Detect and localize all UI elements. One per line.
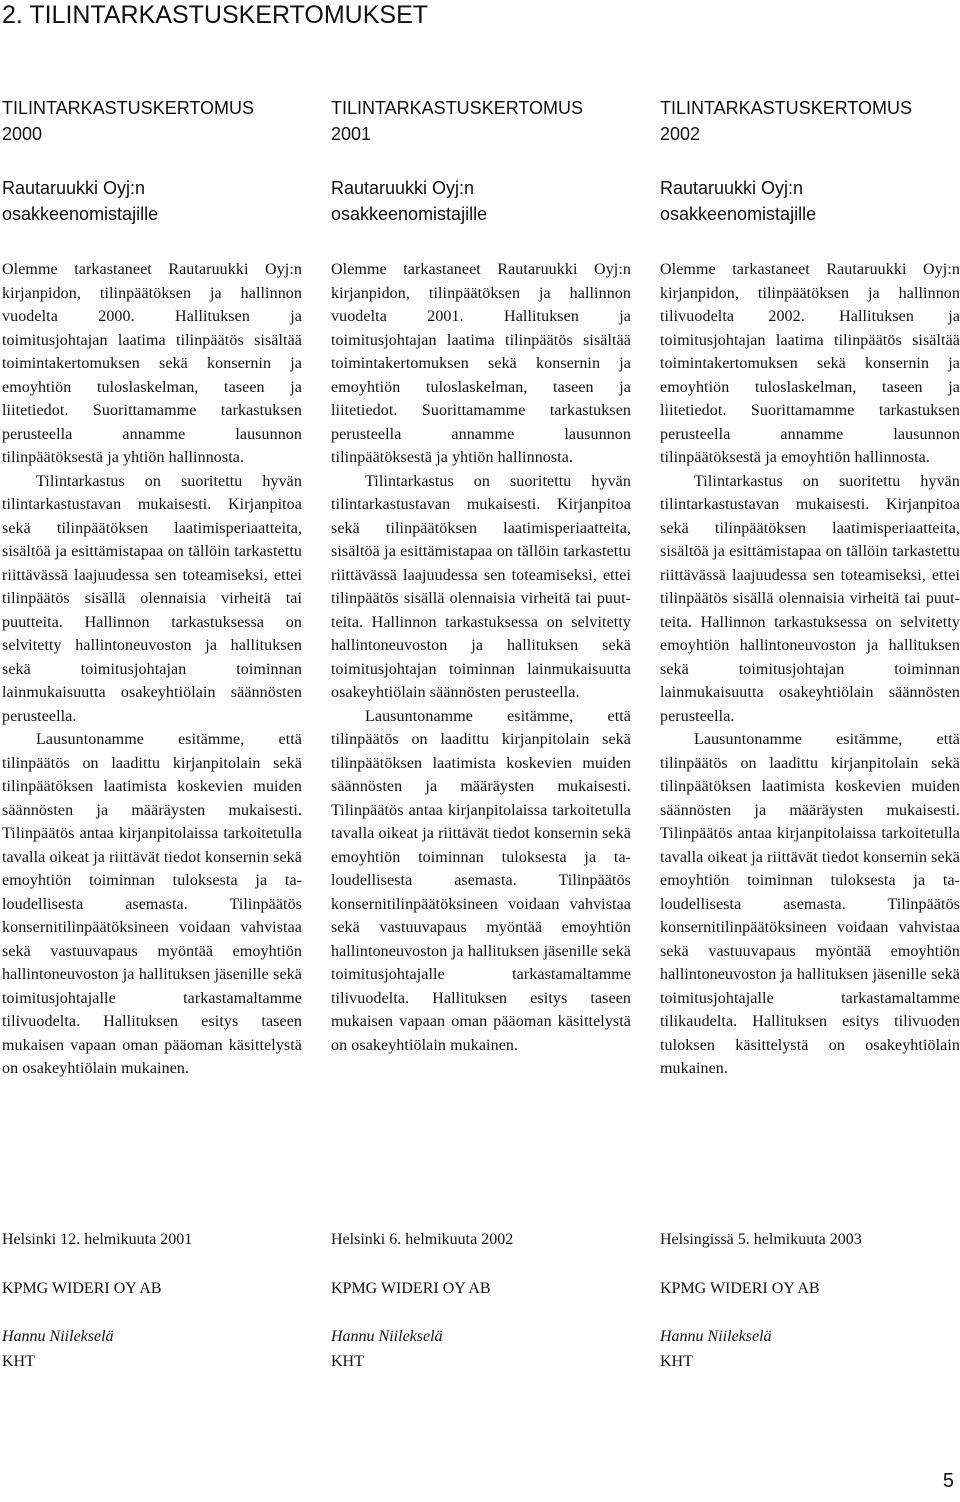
report-body xyxy=(660,258,960,1081)
report-column-2002 xyxy=(660,95,960,1081)
signature-date: Helsinki 12. helmikuuta 2001 xyxy=(2,1231,193,1248)
addressee xyxy=(2,175,302,258)
paragraph-audit: Tilintarkastus on suoritettu hyvän tilintarkastustavan mukaisesti. Kirjanpitoa sekä tilinpäätöksen laatimisperiaatteita, sisältöä ja esittämistapaa on tällöin tarkastettu riittävässä laajuudessa sen toteamiseksi, ettei tilinpäätös sisällä olennaisia virheitä tai puutteita. Hallinnon tarkastuksessa on selvitetty hallintoneuvoston ja hallituksen sekä toimitusjohtajan toiminnan lainmukaisuutta osakeyhtiölain säännösten perusteella. xyxy=(2,472,302,725)
paragraph-scope: Olemme tarkastaneet Rautaruukki Oyj:n kirjanpidon, tilinpäätöksen ja hallinnon vuodelta 2000. Hallituksen ja toimitusjohtajan laatima tilinpäätös sisältää toimintakertomuksen sekä konsernin ja emoyhtiön tuloslaskelman, taseen ja liitetiedot. Suorittamamme tarkastuksen perusteella annamme lausunnon tilinpäätöksestä ja yhtiön hallinnosta. xyxy=(2,261,302,466)
auditor-qualification: KHT xyxy=(2,1353,35,1370)
auditor-qualification: KHT xyxy=(331,1353,364,1370)
signature-date: Helsingissä 5. helmikuuta 2003 xyxy=(660,1231,862,1248)
addressee-company: Rautaruukki Oyj:n xyxy=(2,178,146,198)
paragraph-scope: Olemme tarkastaneet Rautaruukki Oyj:n kirjanpidon, tilinpäätöksen ja hallinnon vuodelta 2001. Hallituksen ja toimitusjohtajan laatima tilinpäätös sisältää toimintakertomuksen sekä konsernin ja emoyhtiön tuloslaskelman, taseen ja liitetiedot. Suorittamamme tarkastuksen perusteella annamme lausunnon tilinpäätöksestä ja yhtiön hallinnosta. xyxy=(331,261,631,466)
report-heading-year: 2002 xyxy=(660,124,701,144)
report-column-2001 xyxy=(331,95,631,1057)
auditor-name: Hannu Niilekselä xyxy=(660,1328,772,1345)
paragraph-opinion: Lausuntonamme esitämme, että tilinpäätös on laadittu kirjanpitolain sekä tilinpäätöksen laatimista koskevien muiden säännösten ja määräysten mukaisesti. Tilinpäätös antaa kirjanpitolaissa tarkoitetulla tavalla oikeat ja riittävät tiedot konsernin sekä emoyhtiön toiminnan tuloksesta ja taloudellisesta asemasta. Tilinpäätös konsernitilinpäätöksineen voidaan vahvistaa sekä vastuuvapaus myöntää emoyhtiön hallintoneuvoston ja hallituksen jäsenille sekä toimitusjohtajalle tarkastamaltamme tilivuodelta. Hallituksen esitys taseen mukaisen vapaan oman pääoman käsittelystä on osakeyhtiölain mukainen. xyxy=(2,731,302,1077)
addressee xyxy=(331,175,631,258)
addressee-company: Rautaruukki Oyj:n xyxy=(331,178,475,198)
report-heading xyxy=(660,95,960,175)
auditor-name: Hannu Niilekselä xyxy=(2,1328,114,1345)
report-heading-title: TILINTARKASTUSKERTOMUS xyxy=(331,98,584,118)
addressee-company: Rautaruukki Oyj:n xyxy=(660,178,804,198)
audit-firm: KPMG WIDERI OY AB xyxy=(2,1280,162,1297)
paragraph-opinion: Lausuntonamme esitämme, että tilinpäätös on laadittu kirjanpitolain sekä tilinpäätöksen laatimista koskevien muiden säännösten ja määräysten mukaisesti. Tilinpäätös antaa kirjanpitolaissa tarkoitetulla tavalla oikeat ja riittävät tiedot konsernin sekä emoyhtiön toiminnan tuloksesta ja taloudellisesta asemasta. Tilinpäätös konsernitilinpäätöksineen voidaan vahvistaa sekä vastuuvapaus myöntää emoyhtiön hallintoneuvoston ja hallituksen jäsenille sekä toimitusjohtajalle tarkastamaltamme tilivuodelta. Hallituksen esitys taseen mukaisen vapaan oman pääoman käsittelystä on osakeyhtiölain mukainen. xyxy=(331,707,631,1054)
report-heading-year: 2001 xyxy=(331,124,372,144)
paragraph-opinion: Lausuntonamme esitämme, että tilinpäätös on laadittu kirjanpitolain sekä tilinpäätöksen laatimista koskevien muiden säännösten ja määräysten mukaisesti. Tilinpäätös antaa kirjanpitolaissa tarkoitetulla tavalla oikeat ja riittävät tiedot konsernin sekä emoyhtiön toiminnan tuloksesta ja taloudellisesta asemasta. Tilinpäätös konsernitilinpäätöksineen voidaan vahvistaa sekä vastuuvapaus myöntää emoyhtiön hallintoneuvoston ja hallituksen jäsenille sekä toimitusjohtajalle tarkastamaltamme tilikaudelta. Hallituksen esitys tilivuoden tuloksen käsittelystä on osakeyhtiölain mukainen. xyxy=(660,731,960,1077)
report-heading xyxy=(2,95,302,175)
addressee-recipients: osakkeenomistajille xyxy=(2,204,159,224)
audit-firm: KPMG WIDERI OY AB xyxy=(660,1280,820,1297)
report-heading-title: TILINTARKASTUSKERTOMUS xyxy=(2,98,255,118)
report-heading-year: 2000 xyxy=(2,124,43,144)
signature-date: Helsinki 6. helmikuuta 2002 xyxy=(331,1231,514,1248)
report-column-2000 xyxy=(2,95,302,1081)
addressee xyxy=(660,175,960,258)
report-body xyxy=(331,258,631,1057)
paragraph-audit: Tilintarkastus on suoritettu hyvän tilintarkastustavan mukaisesti. Kirjanpitoa sekä tilinpäätöksen laatimisperiaatteita, sisältöä ja esittämistapaa on tällöin tarkastettu riittävässä laajuudessa sen toteamiseksi, ettei tilinpäätös sisällä olennaisia virheitä tai puutteita. Hallinnon tarkastuksessa on selvitetty emoyhtiön hallintoneuvoston ja hallituksen sekä toimitusjohtajan toiminnan lainmukaisuutta osakeyhtiölain säännösten perusteella. xyxy=(660,472,960,725)
paragraph-scope: Olemme tarkastaneet Rautaruukki Oyj:n kirjanpidon, tilinpäätöksen ja hallinnon tilivuodelta 2002. Hallituksen ja toimitusjohtajan laatima tilinpäätös sisältää toimintakertomuksen sekä konsernin ja emoyhtiön tuloslaskelman, taseen ja liitetiedot. Suorittamamme tarkastuksen perusteella annamme lausunnon tilinpäätöksestä ja emoyhtiön hallinnosta. xyxy=(660,261,960,466)
page-title: 2. TILINTARKASTUSKERTOMUKSET xyxy=(2,1,429,29)
report-heading xyxy=(331,95,631,175)
addressee-recipients: osakkeenomistajille xyxy=(660,204,817,224)
auditor-name: Hannu Niilekselä xyxy=(331,1328,443,1345)
addressee-recipients: osakkeenomistajille xyxy=(331,204,488,224)
page-number: 5 xyxy=(942,1470,954,1492)
auditor-qualification: KHT xyxy=(660,1353,693,1370)
report-heading-title: TILINTARKASTUSKERTOMUS xyxy=(660,98,913,118)
paragraph-audit: Tilintarkastus on suoritettu hyvän tilintarkastustavan mukaisesti. Kirjanpitoa sekä tilinpäätöksen laatimisperiaatteita, sisältöä ja esittämistapaa on tällöin tarkastettu riittävässä laajuudessa sen toteamiseksi, ettei tilinpäätös sisällä olennaisia virheitä tai puutteita. Hallinnon tarkastuksessa on selvitetty hallintoneuvoston ja hallituksen sekä toimitusjohtajan toiminnan lainmukaisuutta osakeyhtiölain säännösten perusteella. xyxy=(331,472,631,701)
report-body xyxy=(2,258,302,1081)
audit-firm: KPMG WIDERI OY AB xyxy=(331,1280,491,1297)
